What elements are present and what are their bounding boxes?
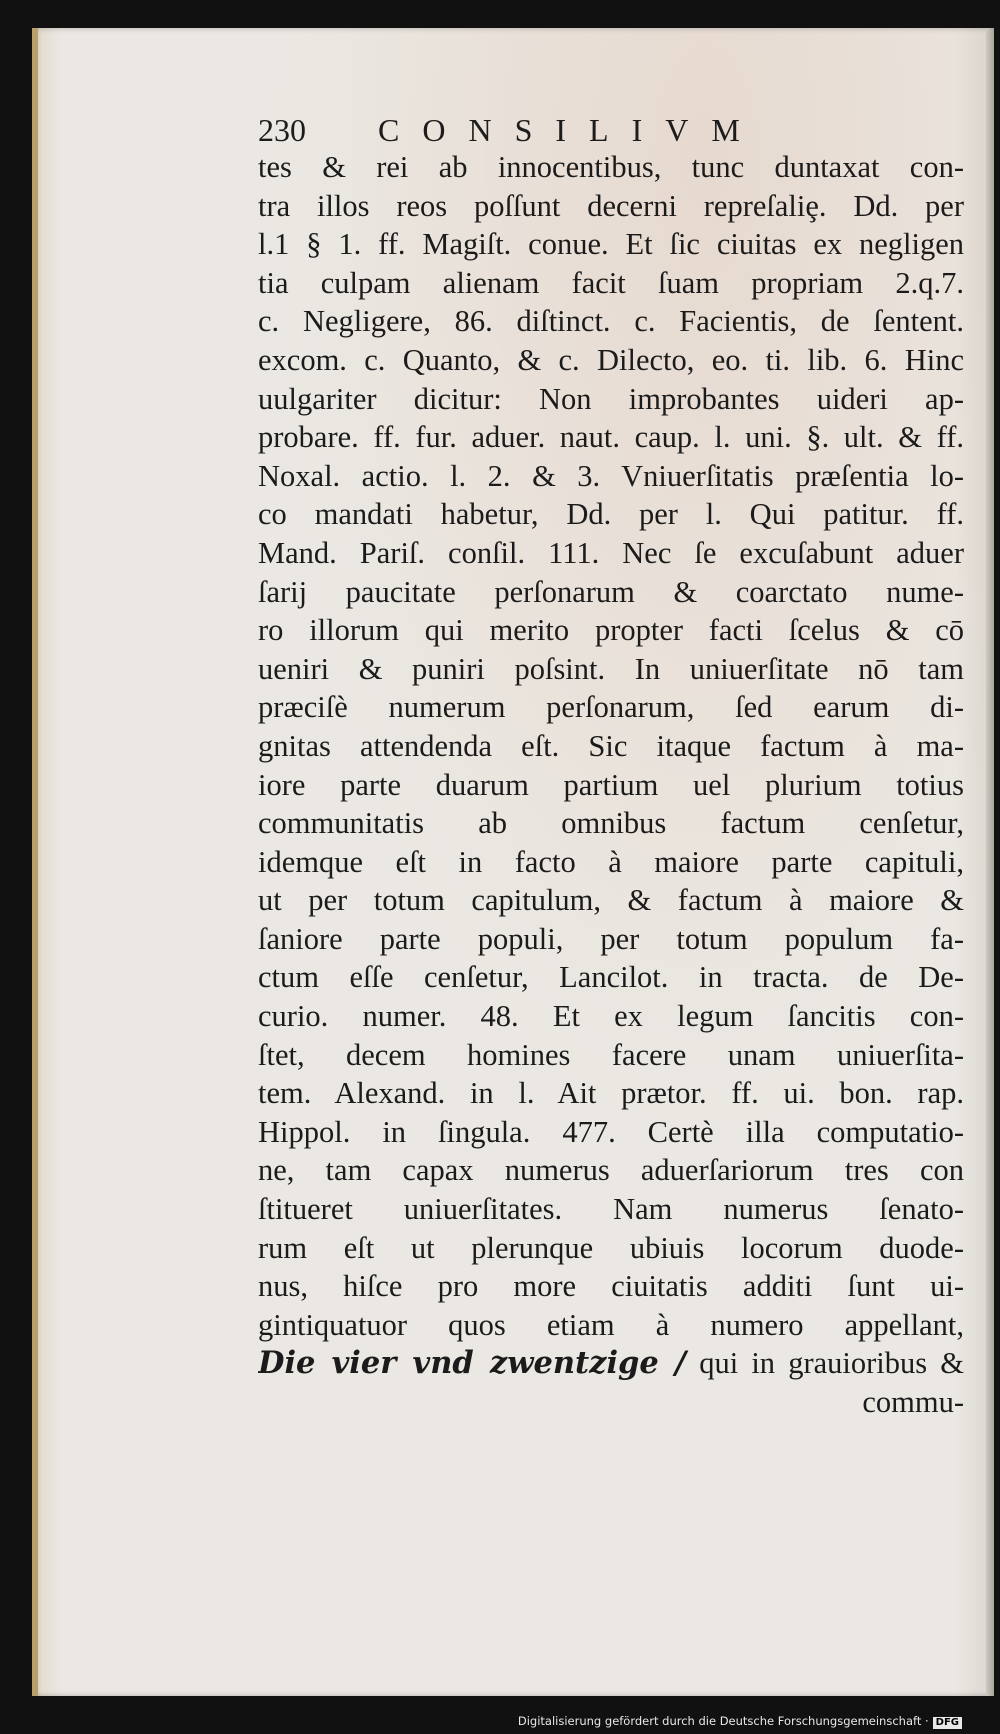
- text-line: iore parte duarum partium uel plurium totius: [258, 767, 964, 802]
- text-line: communitatis ab omnibus factum cenſetur,: [258, 806, 964, 841]
- text-line: c. Negligere, 86. diſtinct. c. Facientis, de ſentent.: [258, 304, 964, 339]
- text-line: excom. c. Quanto, & c. Dilecto, eo. ti. lib. 6. Hinc: [258, 342, 964, 377]
- text-line: præciſè numerum perſonarum, ſed earum di-: [258, 690, 964, 725]
- text-line: Mand. Pariſ. conſil. 111. Nec ſe excuſabunt aduer: [258, 535, 964, 570]
- body-text: [258, 148, 964, 1422]
- text-line: tra illos reos poſſunt decerni repreſaliȩ. Dd. per: [258, 188, 964, 223]
- text-line-fraktur: [258, 1344, 964, 1383]
- page-number: 230: [258, 112, 306, 148]
- text-line: nus, hiſce pro more ciuitatis additi ſunt ui-: [258, 1269, 964, 1304]
- text-line: co mandati habetur, Dd. per l. Qui patitur. ff.: [258, 497, 964, 532]
- text-line: Noxal. actio. l. 2. & 3. Vniuerſitatis præſentia lo-: [258, 458, 964, 493]
- dfg-logo: DFG: [933, 1717, 962, 1729]
- text-line: rum eſt ut plerunque ubiuis locorum duode-: [258, 1230, 964, 1265]
- text-line: probare. ff. fur. aduer. naut. caup. l. uni. §. ult. & ff.: [258, 420, 964, 455]
- text-line: ueniri & puniri poſsint. In uniuerſitate nō tam: [258, 651, 964, 686]
- catchword: commu-: [862, 1385, 964, 1419]
- text-line: ſaniore parte populi, per totum populum fa-: [258, 921, 964, 956]
- digitization-credit: [518, 1714, 962, 1729]
- text-line: Hippol. in ſingula. 477. Certè illa computatio-: [258, 1114, 964, 1149]
- fraktur-german-phrase: Die vier vnd zwentzige /: [258, 1345, 687, 1382]
- text-line: ſarij paucitate perſonarum & coarctato nume-: [258, 574, 964, 609]
- text-line: ſtitueret uniuerſitates. Nam numerus ſenato-: [258, 1192, 964, 1227]
- text-line: gintiquatuor quos etiam à numero appellant,: [258, 1307, 964, 1342]
- text-line: ut per totum capitulum, & factum à maiore &: [258, 883, 964, 918]
- page-binding-edge: [32, 28, 38, 1696]
- credit-text: Digitalisierung gefördert durch die Deutsche Forschungsgemeinschaft ·: [517, 1714, 929, 1728]
- running-title: CONSILIVM: [378, 112, 763, 148]
- text-line: ne, tam capax numerus aduerſariorum tres con: [258, 1153, 964, 1188]
- text-line: ctum eſſe cenſetur, Lancilot. in tracta. de De-: [258, 960, 964, 995]
- text-line: tem. Alexand. in l. Ait prætor. ff. ui. bon. rap.: [258, 1076, 964, 1111]
- page-fore-edge: [986, 28, 994, 1696]
- text-line: ro illorum qui merito propter facti ſcelus & cō: [258, 613, 964, 648]
- text-line: idemque eſt in facto à maiore parte capituli,: [258, 844, 964, 879]
- text-line: curio. numer. 48. Et ex legum ſancitis con-: [258, 999, 964, 1034]
- text-line: ſtet, decem homines facere unam uniuerſita-: [258, 1037, 964, 1072]
- latin-phrase: qui in grauioribus &: [686, 1346, 964, 1381]
- text-line: gnitas attendenda eſt. Sic itaque factum à ma-: [258, 728, 964, 763]
- text-line: tia culpam alienam facit ſuam propriam 2.q.7.: [258, 265, 964, 300]
- text-line: tes & rei ab innocentibus, tunc duntaxat con-: [258, 150, 964, 184]
- text-line: l.1 § 1. ff. Magiſt. conue. Et ſic ciuitas ex negligen: [258, 227, 964, 262]
- text-line: uulgariter dicitur: Non improbantes uideri ap-: [258, 381, 964, 416]
